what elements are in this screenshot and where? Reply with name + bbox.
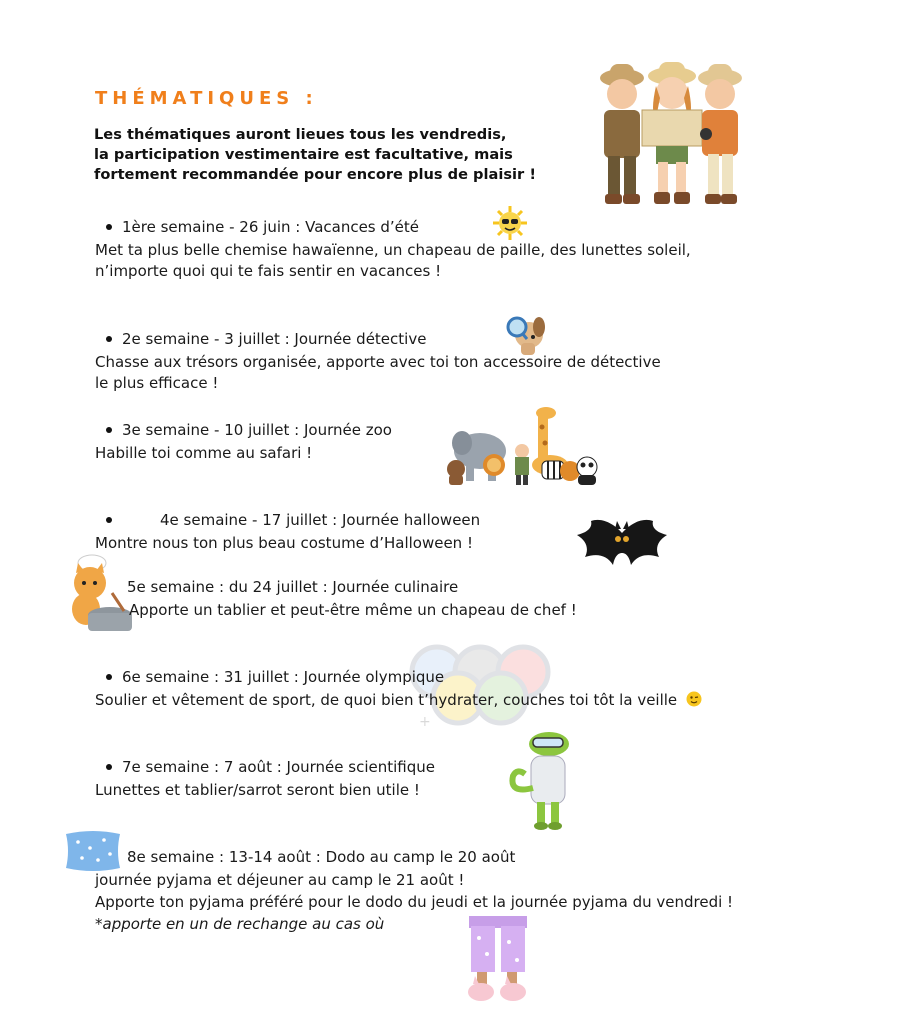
week-2-desc: Chasse aux trésors organisée, apporte avec toi ton accessoire de détective	[95, 353, 661, 371]
zoo-animals-illustration	[442, 405, 598, 487]
bat-icon	[575, 515, 670, 573]
intro-line: la participation vestimentaire est facultative, mais	[94, 146, 513, 163]
week-8-heading: 8e semaine : 13-14 août : Dodo au camp le 20 août	[127, 848, 516, 866]
chef-cat-icon	[62, 553, 134, 633]
week-4-desc: Montre nous ton plus beau costume d’Halloween !	[95, 534, 473, 552]
sun-icon	[492, 205, 528, 241]
week-3-desc: Habille toi comme au safari !	[95, 444, 313, 462]
intro-text	[94, 125, 634, 185]
bullet	[106, 764, 112, 770]
bullet	[106, 224, 112, 230]
week-1-desc: n’importe quoi qui te fais sentir en vacances !	[95, 262, 442, 280]
bullet	[106, 517, 112, 523]
bullet	[106, 427, 112, 433]
week-6-heading: 6e semaine : 31 juillet : Journée olympique	[106, 667, 444, 688]
week-7-heading: 7e semaine : 7 août : Journée scientifique	[106, 757, 435, 778]
week-4-heading: 4e semaine - 17 juillet : Journée halloween	[106, 510, 480, 531]
week-8-note: *apporte en un de rechange au cas où	[95, 915, 385, 933]
week-7-desc: Lunettes et tablier/sarrot seront bien utile !	[95, 781, 420, 799]
explorers-illustration	[590, 58, 755, 223]
svg-text:+: +	[419, 714, 431, 730]
week-3-heading: 3e semaine - 10 juillet : Journée zoo	[106, 420, 392, 441]
page-title: THÉMATIQUES :	[95, 88, 318, 109]
week-5-desc: Apporte un tablier et peut-être même un chapeau de chef !	[129, 601, 577, 619]
week-6-desc: Soulier et vêtement de sport, de quoi bien t’hydrater, couches toi tôt la veille	[95, 690, 702, 711]
week-8-desc: Apporte ton pyjama préféré pour le dodo du jeudi et la journée pyjama du vendredi !	[95, 893, 734, 911]
intro-line: fortement recommandée pour encore plus de plaisir !	[94, 166, 536, 183]
pillow-icon	[62, 828, 124, 874]
wink-emoji-icon	[686, 691, 702, 707]
week-8-desc: journée pyjama et déjeuner au camp le 21 août !	[95, 871, 465, 889]
bullet	[106, 674, 112, 680]
week-2-heading: 2e semaine - 3 juillet : Journée détective	[106, 329, 426, 350]
week-1-desc: Met ta plus belle chemise hawaïenne, un chapeau de paille, des lunettes soleil,	[95, 241, 691, 259]
week-5-heading: 5e semaine : du 24 juillet : Journée culinaire	[127, 578, 459, 596]
pajama-icon	[463, 912, 533, 1004]
week-1-heading: 1ère semaine - 26 juin : Vacances d’été	[106, 217, 419, 238]
week-2-desc: le plus efficace !	[95, 374, 219, 392]
scientist-lizard-icon	[505, 728, 577, 834]
detective-dog-icon	[505, 313, 547, 357]
intro-line: Les thématiques auront lieues tous les vendredis,	[94, 126, 507, 143]
bullet	[106, 336, 112, 342]
